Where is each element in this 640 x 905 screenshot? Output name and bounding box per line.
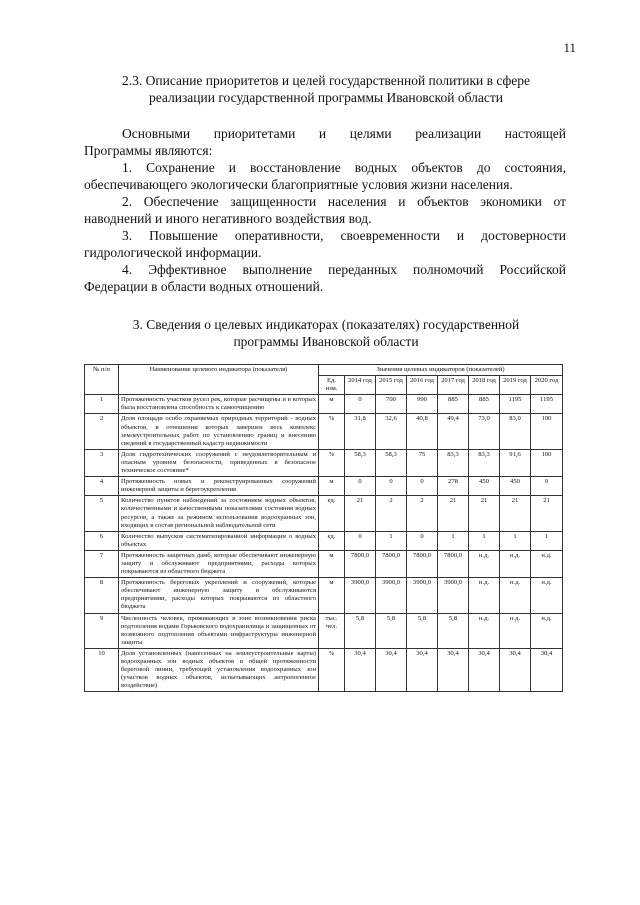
value-cell: 3900,0 — [345, 578, 376, 613]
header-year: 2019 год — [500, 376, 531, 395]
value-cell: н.д. — [500, 578, 531, 613]
priority-2 — [84, 193, 566, 227]
priority-2-line2: наводнений и иного негативного воздействия вод. — [84, 211, 372, 226]
value-cell: 31,8 — [345, 414, 376, 449]
table-row — [85, 477, 563, 496]
unit-cell: ед. — [319, 531, 345, 550]
section-2-3-title-line1: 2.3. Описание приоритетов и целей государственной политики в сфере — [122, 73, 530, 88]
value-cell: 40,8 — [407, 414, 438, 449]
value-cell: 73,0 — [469, 414, 500, 449]
row-number: 10 — [85, 648, 119, 691]
value-cell: н.д. — [531, 550, 563, 577]
priority-1-line1: 1. Сохранение и восстановление водных объектов до состояния, — [122, 160, 566, 175]
value-cell: 91,6 — [500, 449, 531, 476]
value-cell: 7800,0 — [345, 550, 376, 577]
value-cell: 75 — [407, 449, 438, 476]
row-number: 2 — [85, 414, 119, 449]
indicator-name: Доля установленных (нанесенных на землеустроительные карты) водоохранных зон водных объектов в общей протяженности береговой линии, требующей установления водоохранных зон (участков водных объектов, испытывающих антропогенное воздействие) — [119, 648, 319, 691]
value-cell: 450 — [500, 477, 531, 496]
header-year: 2015 год — [376, 376, 407, 395]
value-cell: 58,3 — [376, 449, 407, 476]
row-number: 6 — [85, 531, 119, 550]
indicator-name: Доля гидротехнических сооружений с неудовлетворительным и опасным уровнем безопасности, приведенных в безопасное техническое состояние* — [119, 449, 319, 476]
value-cell: 700 — [376, 395, 407, 414]
value-cell: 278 — [438, 477, 469, 496]
value-cell: н.д. — [531, 578, 563, 613]
priority-2-line1: 2. Обеспечение защищенности населения и объектов экономики от — [122, 194, 566, 209]
indicator-name: Численность человек, проживающих в зоне возникновения риска подтопления водами Горьковского водохранилища и защищенных от возможного подтопления объектами инфраструктуры инженерной защиты — [119, 613, 319, 648]
table-body — [85, 395, 563, 692]
header-unit: Ед. изм. — [319, 376, 345, 395]
unit-cell: м — [319, 477, 345, 496]
value-cell: 3900,0 — [376, 578, 407, 613]
section-3-title-line2: программы Ивановской области — [233, 334, 419, 349]
indicator-name: Количество пунктов наблюдений за состоянием водных объектов, количественными и качественными показателями состояния водных ресурсов, а также за режимом использования водоохранных зон, входящих в состав региональной наблюдательной сети — [119, 496, 319, 531]
unit-cell: м — [319, 578, 345, 613]
value-cell: 58,3 — [345, 449, 376, 476]
unit-cell: м — [319, 550, 345, 577]
unit-cell: % — [319, 414, 345, 449]
table-row — [85, 550, 563, 577]
table-row — [85, 496, 563, 531]
value-cell: н.д. — [531, 613, 563, 648]
value-cell: 1 — [438, 531, 469, 550]
value-cell: 49,4 — [438, 414, 469, 449]
value-cell: 0 — [345, 531, 376, 550]
header-num: № п/п — [85, 365, 119, 395]
value-cell: 0 — [345, 395, 376, 414]
section-3-title-line1: 3. Сведения о целевых индикаторах (показателях) государственной — [132, 317, 520, 332]
value-cell: 21 — [438, 496, 469, 531]
indicator-name: Протяженность участков русел рек, которые расчищены и в которых была восстановлена способность к самоочищению — [119, 395, 319, 414]
table-header-row — [85, 365, 563, 376]
value-cell: 21 — [500, 496, 531, 531]
unit-cell: м — [319, 395, 345, 414]
value-cell: 0 — [407, 531, 438, 550]
value-cell: 1 — [376, 531, 407, 550]
value-cell: н.д. — [500, 613, 531, 648]
value-cell: 7800,0 — [438, 550, 469, 577]
value-cell: 5,8 — [407, 613, 438, 648]
value-cell: 83,0 — [500, 414, 531, 449]
value-cell: 30,4 — [407, 648, 438, 691]
value-cell: 5,8 — [438, 613, 469, 648]
value-cell: 450 — [469, 477, 500, 496]
value-cell: 1195 — [531, 395, 563, 414]
header-name: Наименование целевого индикатора (показателя) — [119, 365, 319, 395]
value-cell: н.д. — [469, 613, 500, 648]
table-row — [85, 531, 563, 550]
value-cell: 0 — [376, 477, 407, 496]
value-cell: 83,3 — [438, 449, 469, 476]
value-cell: 5,8 — [345, 613, 376, 648]
indicator-name: Протяженность новых и реконструированных сооружений инженерной защиты и берегоукрепления — [119, 477, 319, 496]
unit-cell: % — [319, 449, 345, 476]
priority-1 — [84, 159, 566, 193]
indicator-name: Доля площади особо охраняемых природных территорий - водных объектов, в отношении которых завершен весь комплекс землеустроительных работ по установлению границ и внесению сведений в государственный кадастр недвижимости — [119, 414, 319, 449]
value-cell: 990 — [407, 395, 438, 414]
value-cell: 100 — [531, 449, 563, 476]
header-year: 2014 год — [345, 376, 376, 395]
value-cell: н.д. — [469, 578, 500, 613]
unit-cell: ед. — [319, 496, 345, 531]
value-cell: 5,8 — [376, 613, 407, 648]
priority-3-line1: 3. Повышение оперативности, своевременности и достоверности — [122, 228, 566, 243]
value-cell: 30,4 — [376, 648, 407, 691]
value-cell: 3900,0 — [407, 578, 438, 613]
value-cell: 30,4 — [500, 648, 531, 691]
unit-cell: тыс. чел. — [319, 613, 345, 648]
value-cell: 0 — [407, 477, 438, 496]
table-row — [85, 414, 563, 449]
value-cell: 21 — [531, 496, 563, 531]
row-number: 5 — [85, 496, 119, 531]
table-row — [85, 449, 563, 476]
unit-cell: % — [319, 648, 345, 691]
table-row — [85, 648, 563, 691]
value-cell: 30,4 — [345, 648, 376, 691]
value-cell: 1 — [531, 531, 563, 550]
value-cell: 0 — [531, 477, 563, 496]
header-year: 2020 год — [531, 376, 563, 395]
value-cell: н.д. — [469, 550, 500, 577]
table-row — [85, 613, 563, 648]
indicator-name: Количество выпусков систематизированной информации о водных объектах — [119, 531, 319, 550]
row-number: 4 — [85, 477, 119, 496]
priority-4-line1: 4. Эффективное выполнение переданных полномочий Российской — [122, 262, 566, 277]
value-cell: 21 — [469, 496, 500, 531]
indicator-name: Протяженность береговых укреплений и сооружений, которые обеспечивают инженерную защиту и обслуживаются предприятиями, расходы которых покрываются из областного бюджета — [119, 578, 319, 613]
intro-paragraph — [84, 125, 566, 159]
priority-4 — [84, 261, 566, 295]
row-number: 7 — [85, 550, 119, 577]
intro-line1: Основными приоритетами и целями реализации настоящей — [122, 126, 566, 141]
header-values: Значения целевых индикаторов (показателей) — [319, 365, 563, 376]
priority-3-line2: гидрологической информации. — [84, 245, 262, 260]
value-cell: 30,4 — [438, 648, 469, 691]
row-number: 9 — [85, 613, 119, 648]
header-year: 2018 год — [469, 376, 500, 395]
value-cell: 0 — [345, 477, 376, 496]
value-cell: 7800,0 — [376, 550, 407, 577]
table-row — [85, 578, 563, 613]
indicator-name: Протяженность защитных дамб, которые обеспечивают инженерную защиту и обслуживают предприятиями, расходы которых покрываются из областного бюджета — [119, 550, 319, 577]
priority-4-line2: Федерации в области водных отношений. — [84, 279, 324, 294]
table-row — [85, 395, 563, 414]
section-2-3-title-line2: реализации государственной программы Ивановской области — [148, 90, 504, 105]
value-cell: 30,4 — [531, 648, 563, 691]
indicators-table — [84, 364, 563, 692]
value-cell: 21 — [345, 496, 376, 531]
value-cell: 30,4 — [469, 648, 500, 691]
row-number: 1 — [85, 395, 119, 414]
section-2-3-title — [84, 72, 568, 106]
value-cell: 1 — [469, 531, 500, 550]
value-cell: 32,6 — [376, 414, 407, 449]
value-cell: н.д. — [500, 550, 531, 577]
value-cell: 2 — [376, 496, 407, 531]
row-number: 3 — [85, 449, 119, 476]
header-year: 2017 год — [438, 376, 469, 395]
priority-1-line2: обеспечивающего экологически благоприятные условия жизни населения. — [84, 177, 513, 192]
value-cell: 885 — [438, 395, 469, 414]
value-cell: 100 — [531, 414, 563, 449]
value-cell: 1195 — [500, 395, 531, 414]
priority-3 — [84, 227, 566, 261]
value-cell: 885 — [469, 395, 500, 414]
value-cell: 3900,0 — [438, 578, 469, 613]
value-cell: 2 — [407, 496, 438, 531]
value-cell: 7800,0 — [407, 550, 438, 577]
intro-line2: Программы являются: — [84, 143, 213, 158]
section-3-title — [84, 316, 568, 350]
header-year: 2016 год — [407, 376, 438, 395]
value-cell: 83,3 — [469, 449, 500, 476]
value-cell: 1 — [500, 531, 531, 550]
row-number: 8 — [85, 578, 119, 613]
page-number: 11 — [563, 40, 576, 55]
